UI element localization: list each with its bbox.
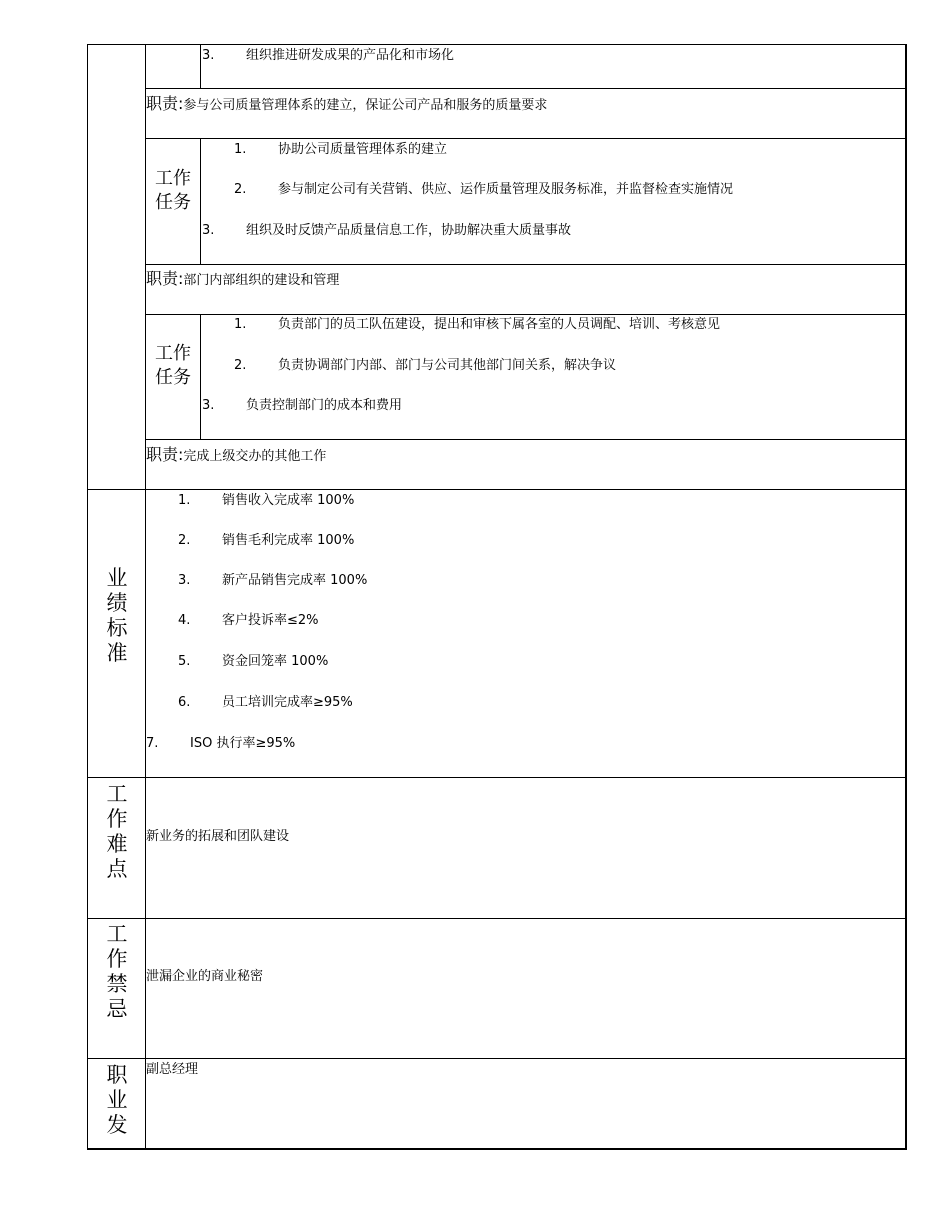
performance-item: 2. 销售毛利完成率 100%	[178, 533, 355, 548]
row-divider	[145, 314, 906, 315]
performance-item: 7. ISO 执行率≥95%	[146, 736, 296, 751]
duty-row	[146, 95, 547, 115]
duty-text: 完成上级交办的其他工作	[183, 449, 327, 464]
work-task-label: 工作 任务	[155, 168, 191, 213]
difficulty-text: 新业务的拓展和团队建设	[146, 829, 290, 844]
task-item: 3. 组织及时反馈产品质量信息工作，协助解决重大质量事故	[202, 223, 572, 238]
task-item: 1. 负责部门的员工队伍建设，提出和审核下属各室的人员调配、培训、考核意见	[234, 317, 721, 332]
table-border-bottom	[87, 1148, 907, 1150]
duty-text: 参与公司质量管理体系的建立，保证公司产品和服务的质量要求	[183, 98, 548, 113]
table-border-top	[87, 44, 907, 45]
career-text: 副总经理	[146, 1062, 199, 1077]
duty-label: 职责:	[146, 445, 184, 464]
task-item: 2. 负责协调部门内部、部门与公司其他部门间关系，解决争议	[234, 358, 617, 373]
task-item: 2. 参与制定公司有关营销、供应、运作质量管理及服务标准，并监督检查实施情况	[234, 182, 734, 197]
duty-row	[146, 446, 326, 466]
work-task-label: 工作 任务	[155, 343, 191, 388]
row-divider	[145, 138, 906, 139]
table-border-right	[905, 44, 907, 1150]
row-divider	[145, 439, 906, 440]
performance-label: 业 绩 标 准	[106, 566, 128, 665]
row-divider	[145, 264, 906, 265]
duty-row	[146, 270, 339, 290]
task-item: 3. 负责控制部门的成本和费用	[202, 398, 403, 413]
section-divider	[87, 1058, 907, 1059]
duty-label: 职责:	[146, 94, 184, 113]
row-divider	[145, 88, 906, 89]
section-divider	[87, 777, 907, 778]
task-item: 1. 协助公司质量管理体系的建立	[234, 142, 448, 157]
task-item: 3. 组织推进研发成果的产品化和市场化	[202, 48, 455, 63]
performance-item: 5. 资金回笼率 100%	[178, 654, 329, 669]
difficulty-label: 工 作 难 点	[106, 782, 128, 881]
duty-text: 部门内部组织的建设和管理	[183, 273, 340, 288]
section-divider	[87, 918, 907, 919]
performance-item: 3. 新产品销售完成率 100%	[178, 573, 368, 588]
duty-label: 职责:	[146, 269, 184, 288]
performance-item: 6. 员工培训完成率≥95%	[178, 695, 353, 710]
performance-item: 1. 销售收入完成率 100%	[178, 493, 355, 508]
section-divider	[87, 489, 907, 490]
forbidden-label: 工 作 禁 忌	[106, 922, 128, 1021]
career-label: 职 业 发	[106, 1063, 128, 1137]
performance-item: 4. 客户投诉率≤2%	[178, 613, 319, 628]
forbidden-text: 泄漏企业的商业秘密	[146, 969, 264, 984]
task-column-divider-1	[200, 44, 201, 89]
